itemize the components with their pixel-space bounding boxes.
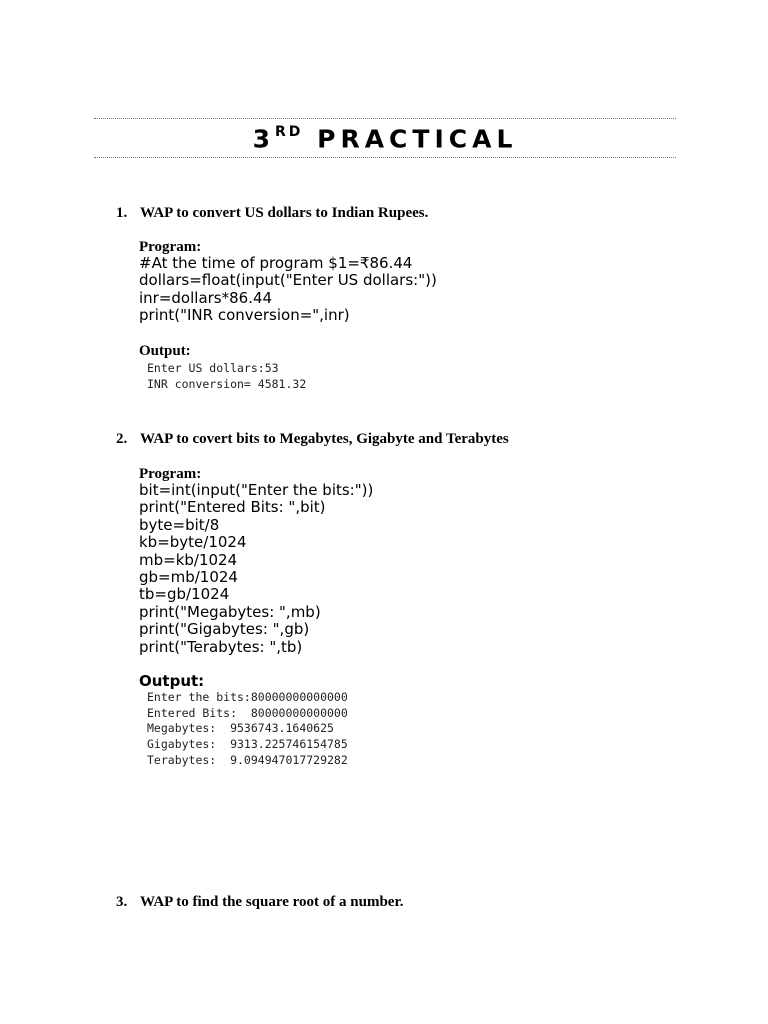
question-1-number: 1. [116,205,128,221]
question-2-output-label: Output: [139,672,205,690]
question-3-number: 3. [116,894,128,910]
question-3-text: WAP to find the square root of a number. [140,894,404,910]
question-1-code: #At the time of program $1=₹86.44 dollars=float(input("Enter US dollars:")) inr=dollars*86.44 print("INR conversion=",inr) [139,254,437,325]
question-2-program-label: Program: [139,466,202,482]
question-1-program-label: Program: [139,239,202,255]
title-number: 3 [252,124,276,154]
title-word: PRACTICAL [317,124,518,154]
question-1-output: Enter US dollars:53 INR conversion= 4581.32 [147,361,307,391]
question-2-heading [116,430,509,448]
question-2-output: Enter the bits:80000000000000 Entered Bits: 80000000000000 Megabytes: 9536743.1640625 Gigabytes: 9313.225746154785 Terabytes: 9.094947017729282 [147,690,348,767]
page-title [94,114,676,159]
question-3-heading [116,893,404,911]
title-suffix: RD [275,124,304,140]
question-2-number: 2. [116,431,128,447]
question-2-text: WAP to covert bits to Megabytes, Gigabyte and Terabytes [140,431,509,447]
title-bottom-rule [94,157,676,158]
question-1-heading [116,204,428,222]
question-1-text: WAP to convert US dollars to Indian Rupees. [140,205,429,221]
question-1-output-label: Output: [139,343,191,359]
question-2-code: bit=int(input("Enter the bits:")) print("Entered Bits: ",bit) byte=bit/8 kb=byte/1024 mb=kb/1024 gb=mb/1024 tb=gb/1024 print("Megabytes: ",mb) print("Gigabytes: ",gb) print("Terabytes: ",tb) [139,481,374,656]
